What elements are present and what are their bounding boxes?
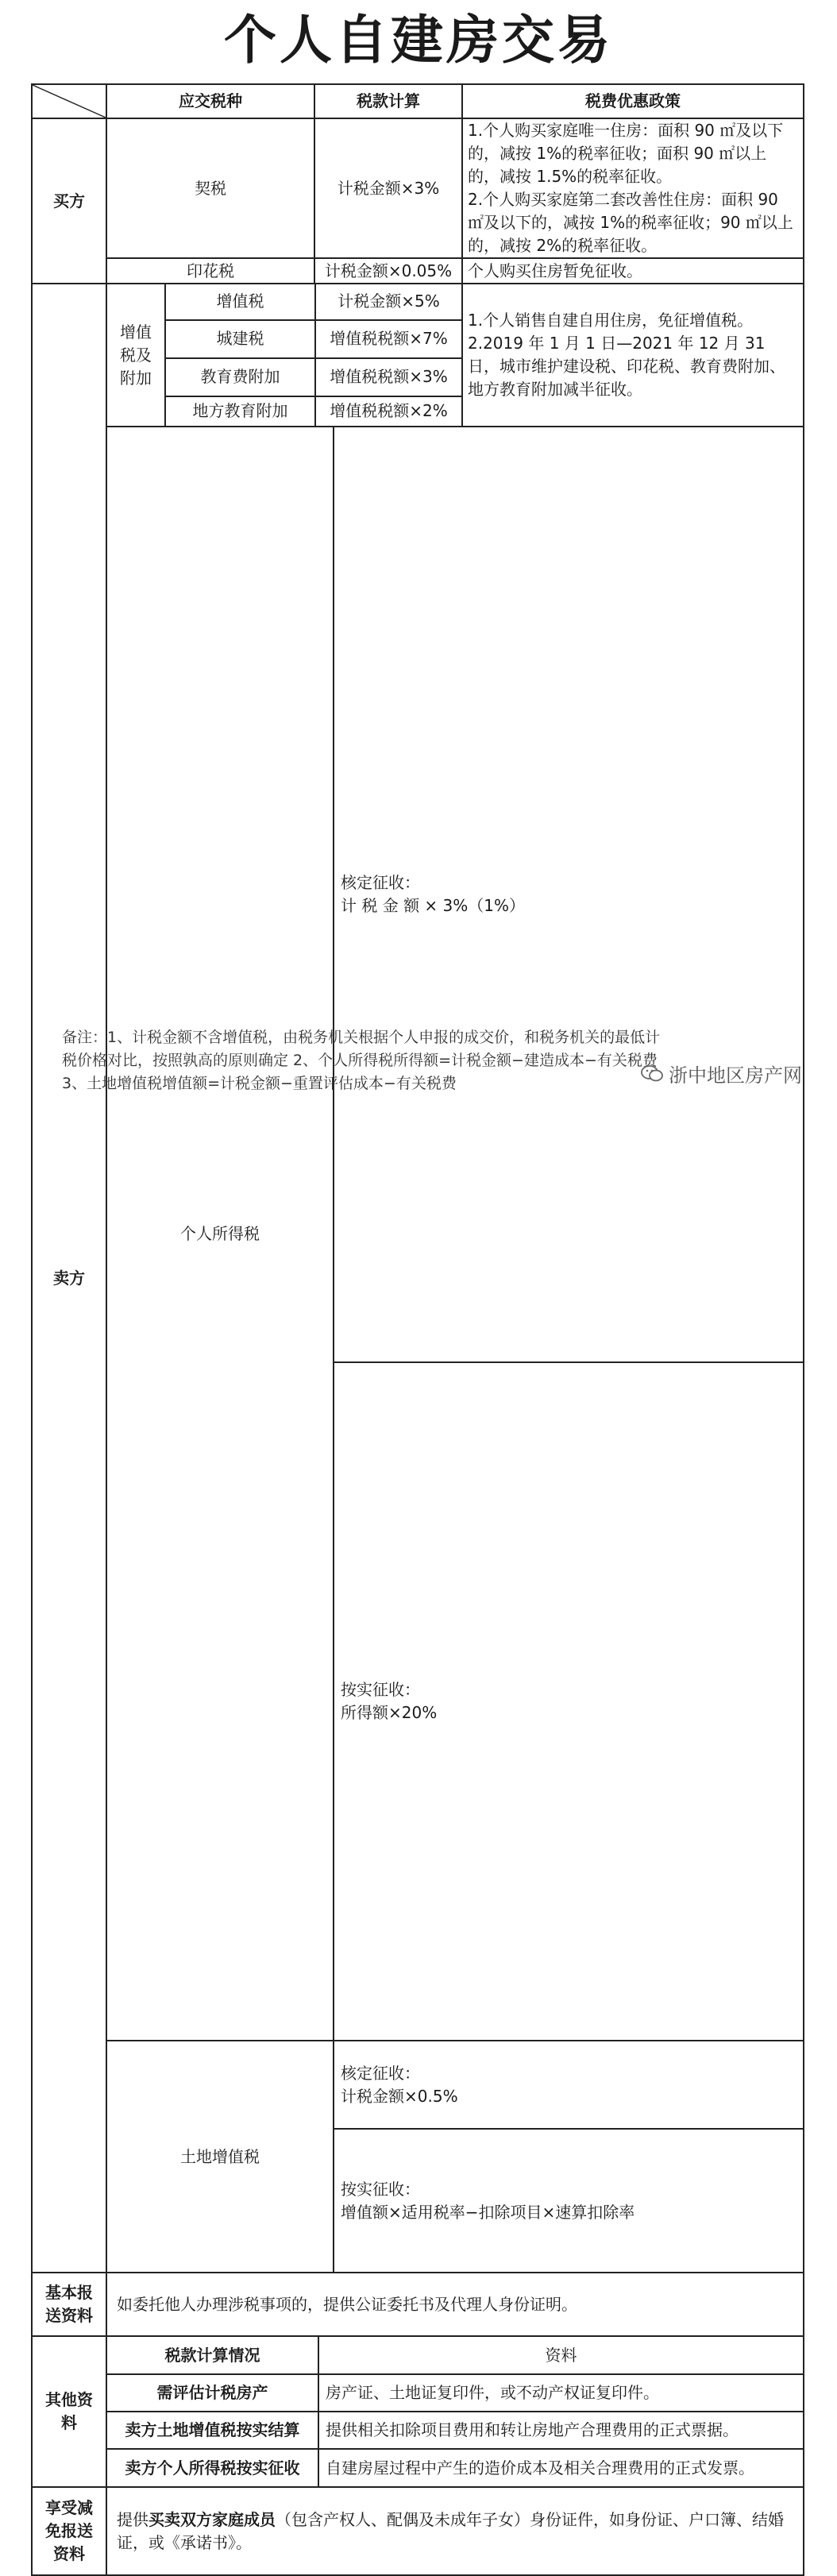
other-docs-table — [106, 2336, 804, 2487]
income-tax-name: 个人所得税 — [106, 427, 334, 2041]
policy-line: 2.个人购买家庭第二套改善性住房：面积 90 ㎡及以下的，减按 1%的税率征收；90 ㎡以上的，减按 2%的税率征收。 — [468, 190, 793, 255]
other-docs-case: 卖方土地增值税按实结算 — [107, 2412, 318, 2449]
other-docs-case: 卖方个人所得税按实征收 — [107, 2449, 318, 2486]
calc-line: 所得额×20% — [341, 1703, 438, 1723]
calc-line: 按实征收： — [341, 1680, 420, 1700]
stamp-tax-name: 印花税 — [106, 258, 314, 284]
wechat-icon — [640, 1064, 664, 1084]
other-docs-doc: 提供相关扣除项目费用和转让房地产合理费用的正式票据。 — [318, 2412, 803, 2449]
relief-suffix: （包含产权人、配偶及未成年子女）身份证件，如身份证、户口簿、结婚证，或《承诺书》。 — [117, 2509, 784, 2552]
deed-tax-calc: 计税金额×3% — [314, 118, 462, 258]
table-row — [32, 2273, 804, 2336]
table-row — [32, 2487, 804, 2575]
policy-line: 1.个人销售自建自用住房，免征增值税。 — [468, 311, 754, 330]
header-tax-policy: 税费优惠政策 — [462, 84, 804, 118]
calc-line: 核定征收： — [341, 2063, 420, 2083]
vat-rows — [165, 284, 462, 427]
table-row — [32, 258, 804, 284]
income-tax-calc — [334, 427, 804, 2041]
header-tax-type: 应交税种 — [106, 84, 314, 118]
policy-line: 1.个人购买家庭唯一住房：面积 90 ㎡及以下的，减按 1%的税率征收；面积 90 ㎡以上的，减按 1.5%的税率征收。 — [468, 121, 784, 186]
stamp-tax-calc: 计税金额×0.05% — [314, 258, 462, 284]
relief-docs-label: 享受减免报送资料 — [32, 2487, 106, 2575]
header-tax-calc: 税款计算 — [314, 84, 462, 118]
calc-line: 计 税 金 额 × 3%（1%） — [341, 896, 526, 916]
relief-emphasis: 买卖双方家庭成员 — [148, 2509, 276, 2529]
seller-label: 卖方 — [32, 284, 106, 2273]
calc-line: 计税金额×0.5% — [341, 2086, 458, 2106]
table-header-row — [32, 84, 804, 118]
footnote-line: 备注：1、计税金额不含增值税，由税务机关根据个人申报的成交价，和税务机关的最低计 — [62, 1029, 661, 1046]
stamp-tax-policy: 个人购买住房暂免征收。 — [462, 258, 804, 284]
footnote-line: 税价格对比，按照孰高的原则确定 2、个人所得税所得额=计税金额−建造成本−有关税费 — [62, 1052, 658, 1069]
other-docs-label: 其他资料 — [32, 2336, 106, 2487]
relief-prefix: 提供 — [117, 2509, 148, 2529]
land-tax-calc — [334, 2041, 804, 2273]
tax-table — [31, 83, 804, 2576]
table-row — [32, 118, 804, 258]
deed-tax-name: 契税 — [106, 118, 314, 258]
other-docs-doc: 自建房屋过程中产生的造价成本及相关合理费用的正式发票。 — [318, 2449, 803, 2486]
local-edu-surcharge-calc: 增值税税额×2% — [315, 396, 461, 426]
vat-group-label: 增值税及附加 — [106, 284, 165, 427]
edu-surcharge-calc: 增值税税额×3% — [315, 358, 461, 396]
table-row — [32, 284, 804, 427]
other-docs-case: 需评估计税房产 — [107, 2374, 318, 2412]
table-row — [32, 2041, 804, 2273]
calc-line: 按实征收： — [341, 2179, 420, 2199]
other-docs-header-case: 税款计算情况 — [107, 2337, 318, 2374]
corner-diagonal-cell — [32, 84, 106, 118]
calc-line: 增值额×适用税率−扣除项目×速算扣除率 — [341, 2202, 635, 2222]
local-edu-surcharge-name: 地方教育附加 — [166, 396, 315, 426]
buyer-label: 买方 — [32, 118, 106, 284]
watermark-text: 浙中地区房产网 — [669, 1064, 802, 1087]
footnote-line: 3、土地增值税增值额=计税金额−重置评估成本−有关税费 — [62, 1075, 457, 1092]
other-docs-header-doc: 资料 — [318, 2337, 803, 2374]
basic-docs-text: 如委托他人办理涉税事项的，提供公证委托书及代理人身份证明。 — [106, 2273, 804, 2336]
watermark — [640, 1060, 802, 1087]
land-tax-name: 土地增值税 — [106, 2041, 334, 2273]
vat-tax-calc: 计税金额×5% — [315, 284, 461, 320]
table-row — [32, 2336, 804, 2487]
relief-docs-text — [106, 2487, 804, 2575]
policy-line: 2.2019 年 1 月 1 日—2021 年 12 月 31 日，城市维护建设税、印花税、教育费附加、地方教育附加减半征收。 — [468, 334, 785, 399]
table-row — [32, 427, 804, 2041]
deed-tax-policy — [462, 118, 804, 258]
page-title: 个人自建房交易 — [224, 10, 613, 71]
basic-docs-label: 基本报送资料 — [32, 2273, 106, 2336]
other-docs-doc: 房产证、土地证复印件，或不动产权证复印件。 — [318, 2374, 803, 2412]
vat-policy — [462, 284, 804, 427]
city-tax-calc: 增值税税额×7% — [315, 320, 461, 358]
calc-line: 核定征收： — [341, 873, 420, 893]
city-tax-name: 城建税 — [166, 320, 315, 358]
edu-surcharge-name: 教育费附加 — [166, 358, 315, 396]
vat-tax-name: 增值税 — [166, 284, 315, 320]
